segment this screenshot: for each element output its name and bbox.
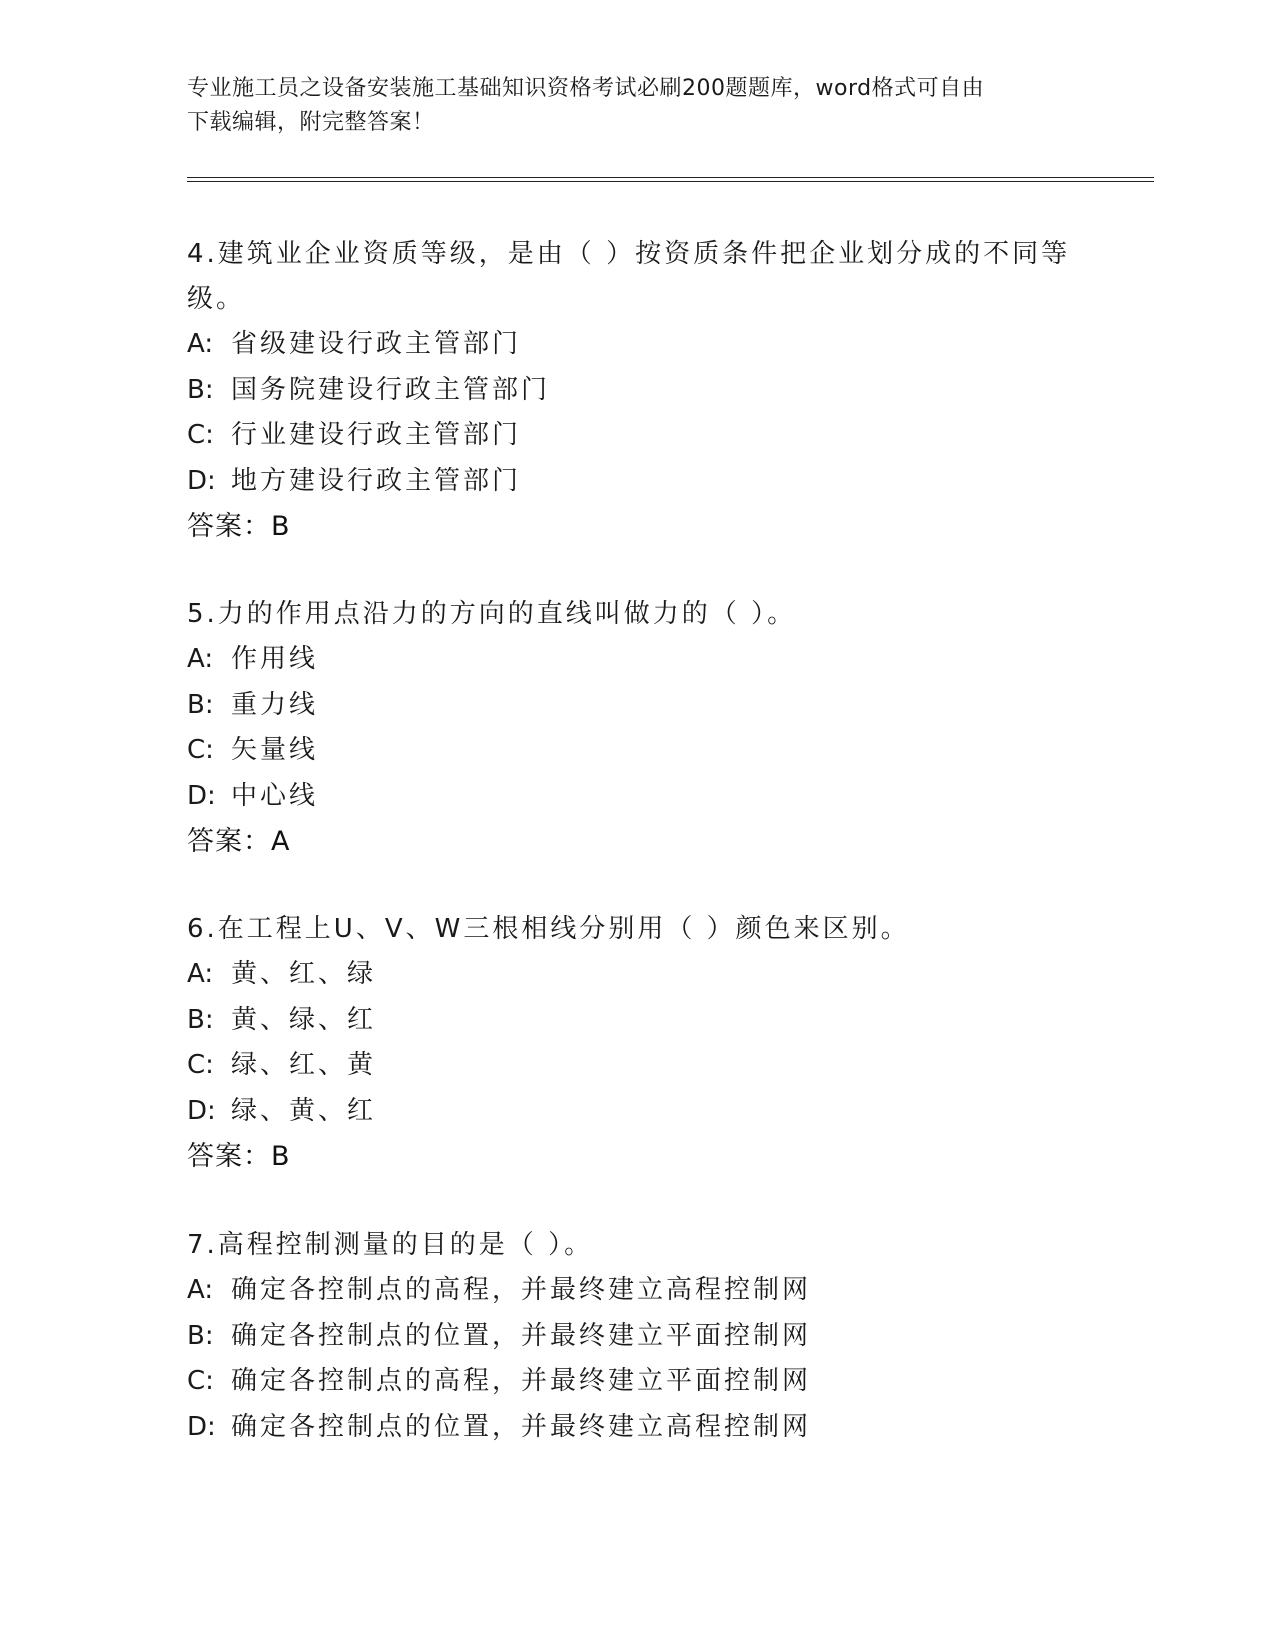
option-text: 行业建设行政主管部门	[231, 420, 522, 450]
option-text: 确定各控制点的位置，并最终建立平面控制网	[231, 1320, 812, 1351]
header-divider-top	[187, 177, 1154, 178]
answer-label: 答案：A	[187, 826, 291, 857]
option-letter: B:	[187, 1004, 214, 1035]
option-a	[187, 322, 1087, 368]
option-letter: A:	[187, 959, 214, 989]
document-header	[187, 72, 1087, 140]
header-line-1: 专业施工员之设备安装施工基础知识资格考试必刷200题题库，word格式可自由	[187, 76, 985, 101]
option-b	[187, 683, 1087, 729]
header-divider-bottom	[187, 181, 1154, 182]
option-letter: D:	[187, 780, 216, 811]
option-a	[187, 1268, 1087, 1314]
option-letter: D:	[187, 1411, 216, 1442]
option-c	[187, 1359, 1087, 1405]
option-text: 黄、红、绿	[231, 959, 377, 989]
option-text: 确定各控制点的高程，并最终建立高程控制网	[231, 1275, 812, 1305]
option-text: 重力线	[231, 689, 319, 720]
option-letter: B:	[187, 1320, 214, 1351]
header-line-2: 下载编辑，附完整答案！	[187, 110, 435, 135]
question-6	[187, 907, 1087, 1179]
option-text: 矢量线	[231, 735, 319, 765]
option-d	[187, 774, 1087, 820]
option-text: 绿、黄、红	[231, 1095, 377, 1126]
option-letter: D:	[187, 1095, 216, 1126]
option-letter: C:	[187, 1366, 214, 1396]
option-c	[187, 1043, 1087, 1089]
option-letter: B:	[187, 689, 214, 720]
option-b	[187, 1314, 1087, 1360]
question-7	[187, 1223, 1087, 1450]
option-letter: A:	[187, 1275, 214, 1305]
answer-label: 答案：B	[187, 1141, 291, 1172]
option-text: 地方建设行政主管部门	[231, 465, 522, 496]
option-letter: C:	[187, 420, 214, 450]
option-a	[187, 952, 1087, 998]
option-letter: A:	[187, 644, 214, 674]
question-stem: 6.在工程上U、V、W三根相线分别用（ ）颜色来区别。	[187, 914, 910, 944]
option-d	[187, 1089, 1087, 1135]
option-b	[187, 998, 1087, 1044]
option-c	[187, 728, 1087, 774]
option-letter: C:	[187, 735, 214, 765]
option-letter: D:	[187, 465, 216, 496]
option-text: 省级建设行政主管部门	[231, 329, 522, 359]
question-4	[187, 232, 1087, 549]
option-a	[187, 637, 1087, 683]
question-5	[187, 592, 1087, 864]
option-text: 确定各控制点的高程，并最终建立平面控制网	[231, 1366, 812, 1396]
question-stem: 4.建筑业企业资质等级，是由（ ）按资质条件把企业划分成的不同等级。	[187, 239, 1071, 314]
option-b	[187, 368, 1087, 414]
question-stem: 7.高程控制测量的目的是（ ）。	[187, 1230, 594, 1260]
option-text: 黄、绿、红	[231, 1004, 377, 1035]
option-letter: A:	[187, 329, 214, 359]
option-c	[187, 413, 1087, 459]
option-letter: C:	[187, 1050, 214, 1080]
option-text: 作用线	[231, 644, 319, 674]
option-letter: B:	[187, 374, 214, 405]
option-text: 确定各控制点的位置，并最终建立高程控制网	[231, 1411, 812, 1442]
option-text: 国务院建设行政主管部门	[231, 374, 551, 405]
option-text: 绿、红、黄	[231, 1050, 377, 1080]
option-d	[187, 1405, 1087, 1451]
question-stem: 5.力的作用点沿力的方向的直线叫做力的（ ）。	[187, 599, 797, 629]
answer-label: 答案：B	[187, 511, 291, 542]
option-d	[187, 459, 1087, 505]
option-text: 中心线	[231, 780, 319, 811]
